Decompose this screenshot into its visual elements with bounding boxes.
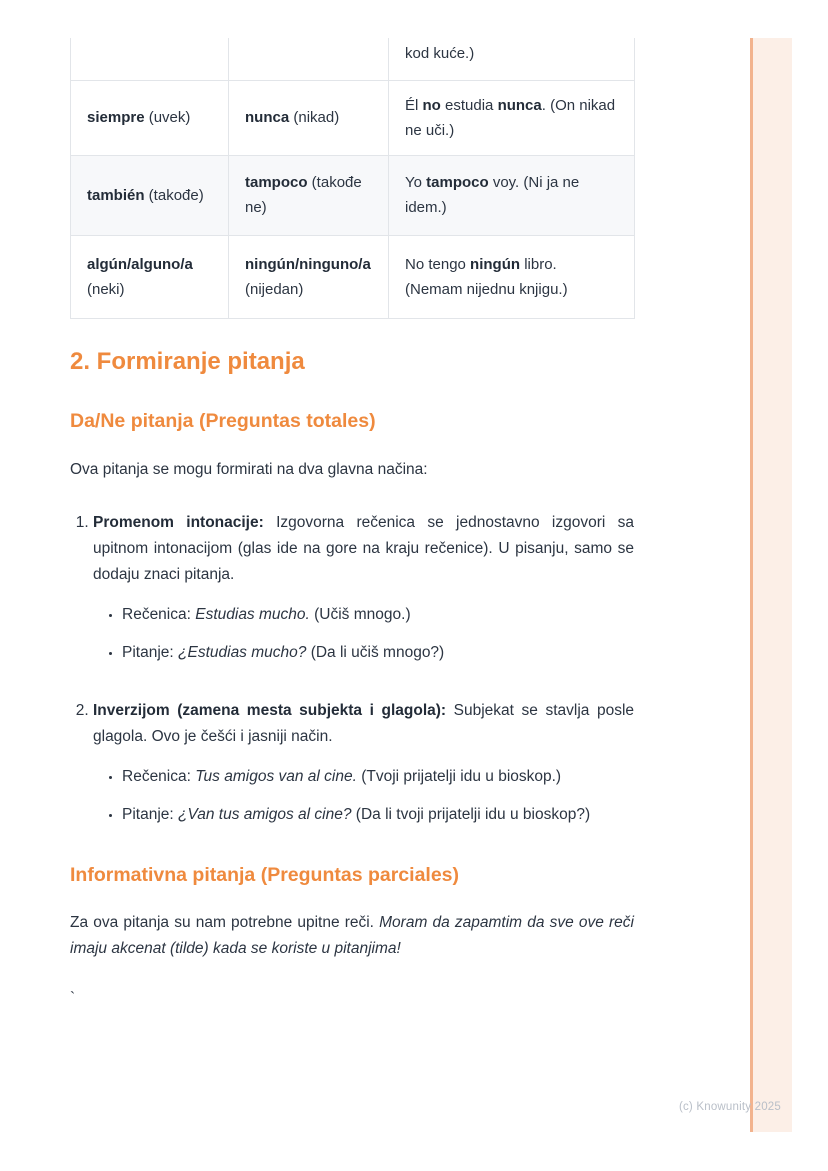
example-item: • Rečenica: Estudias mucho. (Učiš mnogo.)	[122, 602, 634, 628]
table-cell	[71, 38, 229, 80]
example-list	[93, 602, 634, 666]
table-cell: algún/alguno/a (neki)	[71, 235, 229, 318]
document-page-content	[70, 38, 634, 1008]
copyright-footer: (c) Knowunity 2025	[678, 1101, 781, 1113]
info-paragraph: Za ova pitanja su nam potrebne upitne reči. Moram da zapamtim da sve ove reči imaju akcenat (tilde) kada se koriste u pitanjima!	[70, 913, 634, 957]
page-edge-stripe	[750, 38, 792, 1132]
question-methods-list	[70, 510, 634, 828]
table-row	[71, 155, 635, 235]
table-cell: ningún/ninguno/a (nijedan)	[229, 235, 389, 318]
table-row	[71, 38, 635, 80]
stray-backtick-character: `	[70, 989, 76, 1007]
example-list	[93, 764, 634, 828]
intro-paragraph: Ova pitanja se mogu formirati na dva glavna načina:	[70, 460, 428, 478]
subsection-heading-informativna-pitanja: Informativna pitanja (Preguntas parciales)	[70, 863, 460, 886]
table-cell: Yo tampoco voy. (Ni ja ne idem.)	[389, 155, 635, 235]
section-heading-formiranje-pitanja: 2. Formiranje pitanja	[70, 347, 305, 375]
table-cell: nunca (nikad)	[229, 80, 389, 155]
table-cell: tampoco (takođe ne)	[229, 155, 389, 235]
example-item: • Rečenica: Tus amigos van al cine. (Tvoji prijatelji idu u bioskop.)	[122, 764, 634, 790]
list-item-inverzija	[93, 698, 634, 828]
list-item-lead: 2. Inverzijom (zamena mesta subjekta i glagola): Subjekat se stavlja posle glagola. Ovo je češći i jasniji način.	[93, 701, 635, 745]
table-row	[71, 235, 635, 318]
table-row	[71, 80, 635, 155]
table-cell: siempre (uvek)	[71, 80, 229, 155]
list-item-lead: 1. Promenom intonacije: Izgovorna rečenica se jednostavno izgovori sa upitnom intonacijom (glas ide na gore na kraju rečenice). U pisanju, samo se dodaju znaci pitanja.	[93, 513, 634, 583]
list-item-intonacija	[93, 510, 634, 666]
table-cell: kod kuće.)	[389, 38, 635, 80]
table-cell: No tengo ningún libro. (Nemam nijednu knjigu.)	[389, 235, 635, 318]
table-cell	[229, 38, 389, 80]
example-item: • Pitanje: ¿Van tus amigos al cine? (Da li tvoji prijatelji idu u bioskop?)	[122, 802, 634, 828]
subsection-heading-da-ne-pitanja: Da/Ne pitanja (Preguntas totales)	[70, 409, 376, 432]
table-cell: Él no estudia nunca. (On nikad ne uči.)	[389, 80, 635, 155]
negation-words-table	[70, 38, 635, 319]
example-item: • Pitanje: ¿Estudias mucho? (Da li učiš mnogo?)	[122, 640, 634, 666]
table-cell: también (takođe)	[71, 155, 229, 235]
